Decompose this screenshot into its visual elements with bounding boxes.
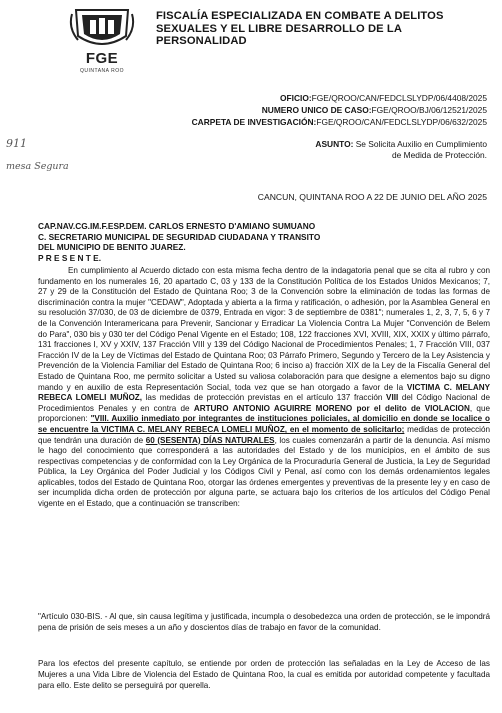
handwritten-note-mesa: mesa Segura [6, 161, 69, 172]
institution-line-2: SEXUALES Y EL LIBRE DESARROLLO DE LA [156, 22, 403, 35]
date-line: CANCUN, QUINTANA ROO A 22 DE JUNIO DEL AÑO 2025 [257, 192, 487, 202]
carpeta-line [192, 117, 487, 127]
addressee-line-1: CAP.NAV.CG.IM.F.ESP.DEM. CARLOS ERNESTO D'AMIANO SUMUANO [38, 221, 316, 231]
logo-acronym: FGE [85, 50, 119, 67]
asunto-value-1: Se Solicita Auxilio en Cumplimiento [355, 139, 487, 149]
addressee-line-3: DEL MUNICIPIO DE BENITO JUAREZ. [38, 242, 186, 253]
addressee-line-4: P R E S E N T E. [38, 252, 102, 263]
p1-victim-name: VICTIMA C. MELANY REBECA LOMELI MUÑOZ, [38, 382, 490, 403]
logo-subtext: QUINTANA ROO [80, 68, 124, 74]
caso-label: NUMERO UNICO DE CASO: [261, 105, 372, 115]
p1-duration: 60 (SESENTA) DÍAS NATURALES [145, 435, 275, 445]
body-paragraph-2: Para los efectos del presente capítulo, se entiende por orden de protección las señaladas en la Ley de Acceso de las Mujeres a una Vida Libre de Violencia del Estado de Quintana Roo, la cual es emitida por autoridad competente y facultada para ello. Este delito se perseguirá por querella. [38, 659, 490, 690]
caso-value: FGE/QROO/BJ/06/12521/2025 [371, 105, 487, 115]
institution-header [156, 10, 496, 48]
oficio-label: OFICIO: [280, 93, 312, 103]
carpeta-label: CARPETA DE INVESTIGACIÓN: [191, 117, 317, 127]
handwritten-note-911: 911 [6, 137, 27, 150]
asunto-value-2: de Medida de Protección. [392, 150, 487, 160]
fge-emblem-icon [68, 6, 136, 52]
asunto-label: ASUNTO: [315, 139, 354, 149]
oficio-line [280, 93, 487, 103]
p1-accused: ARTURO ANTONIO AGUIRRE MORENO por el delito de VIOLACION [193, 403, 470, 413]
p1-text-f: , los cuales comenzarán a partir de la denuncia. Así mismo le hago del conocimiento que corresponderá a las autoridades del Estado y de los municipios, en el ámbito de sus respectivas competencias y de conformidad con la Ley Orgánica de la Procuraduría General de Justicia, la Ley de Seguridad Pública, la Ley Orgánica del Poder Judicial y los Códigos Civil y Penal, así como con los demás ordenamientos legales aplicables, todos del Estado de Quintana Roo, otorgar las órdenes emergentes y preventivas de la presente ley y en caso de ser incumplida dicha orden de protección por alguna parte, se actuara bajo los criterios de los artículos del Código Penal vigente en el Estado, que a continuación se transcriben: [38, 435, 490, 509]
carpeta-value: FGE/QROO/CAN/FEDCLSLYDP/06/632/2025 [316, 117, 487, 127]
p1-text-e: medidas de protección que tendrán una duración de [38, 424, 490, 445]
addressee-block [38, 221, 320, 263]
p1-text-d: , que proporcionen: [38, 403, 490, 424]
article-quote: "Artículo 030-BIS. - Al que, sin causa legítima y justificada, incumpla o desobedezca una orden de protección, se le impondrá pena de prisión de seis meses a un año y doscientos días de trabajo en favor de la comunidad. [38, 612, 490, 632]
fge-logo [64, 6, 140, 80]
p1-fraction: VIII [386, 393, 399, 403]
asunto-line [315, 139, 487, 149]
asunto-line-2 [392, 150, 487, 160]
p1-text-c: del Código Nacional de Procedimientos Penales y en contra de [38, 393, 490, 413]
institution-line-3: PERSONALIDAD [156, 35, 247, 48]
p1-text-a: En cumplimiento al Acuerdo dictado con esta misma fecha dentro de la indagatoria penal que se cita al rubro y con fundamento en los numerales 16, 20 apartado C, 03 y 133 de la Constitución Política de los Estados Unidos Mexicanos; 7, 27 y 29 de la Constitución del Estado de Quintana Roo; 3 de la Convención sobre la eliminación de todas las formas de discriminación contra la mujer "CEDAW", Adoptada y abierta a la firma y ratificación, o adhesión, por la Asamblea General en su resolución 37/030, de 03 de diciembre de 0379, Entrada en vigor: 3 de septiembre de 0381"; numerales 1, 2, 3, 7, 5, 6 y 7 de la Convención Interamericana para Prevenir, Sancionar y Erradicar La Violencia Contra La Mujer "Convención de Belem do Para", 030 bis y 030 ter del Código Penal Vigente en el Estado; 108, 122 fracciones XVI, XVIII, XIX, XXIX y último párrafo, 131 fracciones I, XV y XXIV, 137 Fracción VIII y 139 del Código Nacional de Procedimientos Penales; 1, 7 Fracción VIII, 037 Fracción IV de la Ley de Víctimas del Estado de Quintana Roo; 03 Párrafo Primero, Segundo y Tercero de la Ley Asistencia y Prevención de la Violencia Familiar del Estado de Quintana Roo; 6 inciso a) fracción XIX de la Ley de la Fiscalía General del Estado de Quintana Roo, me permito solicitar a Usted su valiosa colaboración para que designe a elementos bajo su digno mando y en auxilio de esta Representación Social, toda vez que se han otorgado a favor de la [38, 266, 490, 392]
institution-line-1: FISCALÍA ESPECIALIZADA EN COMBATE A DELITOS [156, 10, 444, 22]
body-paragraph-1 [38, 266, 490, 510]
p1-measure: "VIII. Auxilio inmediato por integrantes de instituciones policiales, al domicilio en donde se localice o se encuentre la VICTIMA C. MELANY REBECA LOMELI MUÑOZ, en el momento de solicitarlo; [38, 414, 490, 434]
p1-text-b: las medidas de protección previstas en el artículo 137 fracción [142, 393, 387, 403]
addressee-line-2: C. SECRETARIO MUNICIPAL DE SEGURIDAD CIUDADANA Y TRANSITO [38, 231, 321, 242]
oficio-value: FGE/QROO/CAN/FEDCLSLYDP/06/4408/2025 [311, 93, 487, 103]
caso-line [262, 105, 487, 115]
